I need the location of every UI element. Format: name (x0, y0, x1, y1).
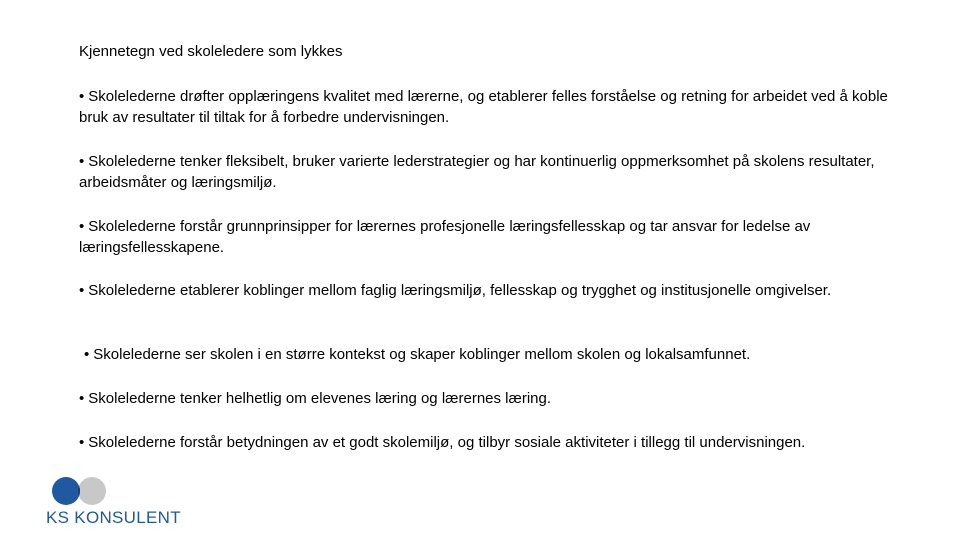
bullet-dot: • (84, 346, 90, 363)
bullet-text: Skolelederne tenker fleksibelt, bruker varierte lederstrategier og har kontinuerlig oppmerksomhet på skolens resultater, arbeidsmåter og læringsmiljø. (79, 153, 875, 191)
bullet-item (79, 86, 919, 128)
bullet-item (79, 388, 919, 409)
bullet-dot: • (79, 282, 85, 299)
bullet-dot: • (79, 218, 85, 235)
logo-grey-circle (78, 477, 106, 505)
logo-circles-icon (48, 476, 112, 506)
bullet-dot: • (79, 390, 85, 407)
bullet-text: Skolelederne forstår grunnprinsipper for lærernes profesjonelle læringsfellesskap og tar ansvar for ledelse av læringsfellesskapene. (79, 218, 811, 256)
logo-text: KS KONSULENT (46, 508, 181, 527)
bullet-dot: • (79, 153, 85, 170)
bullet-item (79, 216, 919, 258)
slide-title: Kjennetegn ved skoleledere som lykkes (79, 43, 343, 60)
logo-blue-circle (52, 477, 80, 505)
bullet-dot: • (79, 88, 85, 105)
bullet-text: Skolelederne ser skolen i en større kontekst og skaper koblinger mellom skolen og lokalsamfunnet. (93, 346, 751, 363)
bullet-item (84, 344, 924, 365)
bullet-text: Skolelederne drøfter opplæringens kvalitet med lærerne, og etablerer felles forståelse og retning for arbeidet ved å koble bruk av resultater til tiltak for å forbedre undervisningen. (79, 88, 888, 126)
bullet-text: Skolelederne forstår betydningen av et godt skolemiljø, og tilbyr sosiale aktiviteter i tillegg til undervisningen. (88, 434, 806, 451)
bullet-text: Skolelederne tenker helhetlig om elevenes læring og lærernes læring. (88, 390, 552, 407)
bullet-item (79, 280, 919, 301)
bullet-item (79, 151, 919, 193)
bullet-dot: • (79, 434, 85, 451)
bullet-text: Skolelederne etablerer koblinger mellom faglig læringsmiljø, fellesskap og trygghet og institusjonelle omgivelser. (88, 282, 832, 299)
bullet-item (79, 432, 939, 453)
ks-konsulent-logo (46, 474, 216, 530)
